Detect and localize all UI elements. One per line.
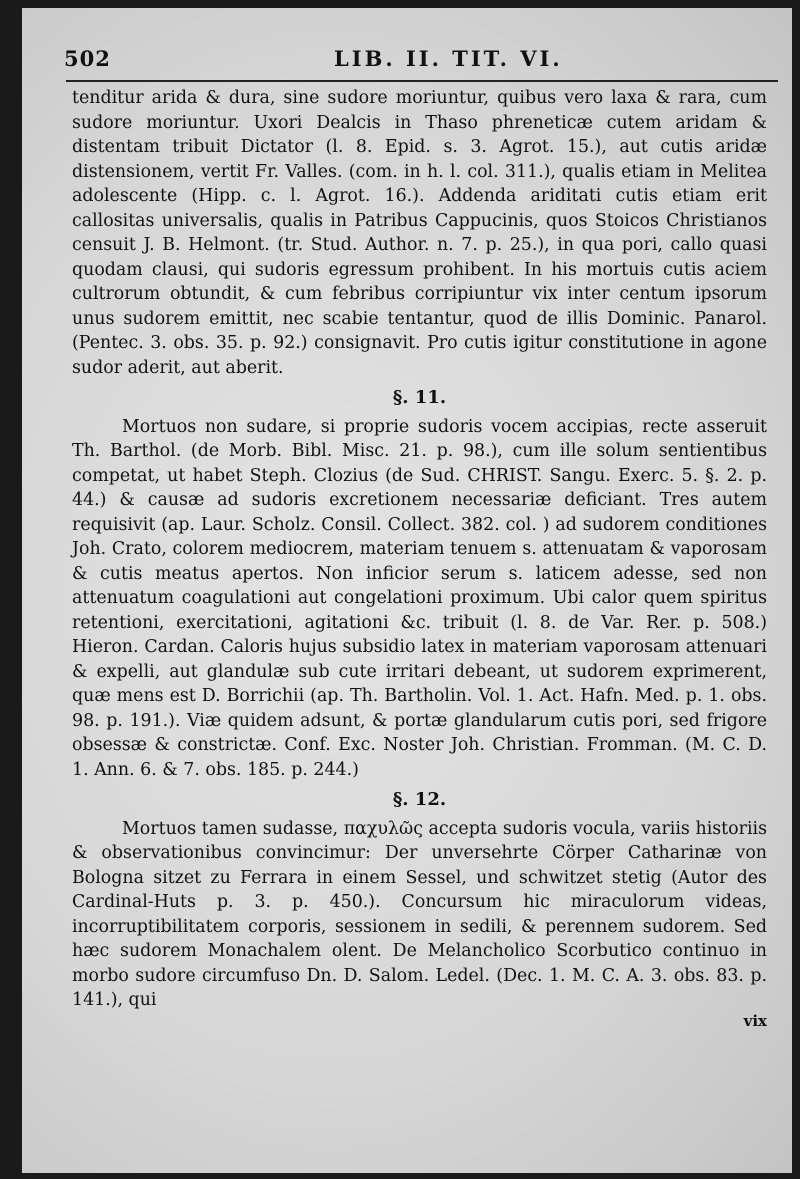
running-head: LIB. II. TIT. VI. [334,46,563,71]
page-header [64,46,772,76]
section-heading-11: §. 11. [392,387,447,408]
paragraph-section-12: Mortuos tamen sudasse, παχυλῶς accepta sudoris vocula, variis historiis & observationibus convincimur: Der unversehrte Cörper Catharinæ von Bologna sitzet zu Ferrara in einem Sessel, und schwitzet stetig (Autor des Cardinal-Huts p. 3. p. 450.). Concursum hic miraculorum videas, incorruptibilitatem corporis, sessionem in sedili, & perennem sudorem. Sed hæc sudorem Monachalem olent. De Melancholico Scorbutico continuo in morbo sudore circumfuso Dn. D. Salom. Ledel. (Dec. 1. M. C. A. 3. obs. 83. p. 141.), qui [72,818,767,1010]
header-rule [66,80,778,82]
catchword: vix [743,1011,767,1030]
paragraph-section-11: Mortuos non sudare, si proprie sudoris vocem accipias, recte asseruit Th. Barthol. (de Morb. Bibl. Misc. 21. p. 98.), cum ille solum sentientibus competat, ut habet Steph. Clozius (de Sud. CHRIST. Sangu. Exerc. 5. §. 2. p. 44.) & causæ ad sudoris excretionem necessariæ deficiant. Tres autem requisivit (ap. Laur. Scholz. Consil. Collect. 382. col. ) ad sudorem conditiones Joh. Crato, colorem mediocrem, materiam tenuem s. attenuatam & vaporosam & cutis meatus apertos. Non inficior serum s. laticem adesse, sed non attenuatum coagulationi aut congelationi proximum. Ubi calor quem spiritus retentioni, exercitationi, agitationi &c. tribuit (l. 8. de Var. Rer. p. 508.) Hieron. Cardan. Caloris hujus subsidio latex in materiam vaporosam attenuari & expelli, aut glandulæ sub cute irritari debeant, ut sudorem exprimerent, quæ mens est D. Borrichii (ap. Th. Bartholin. Vol. 1. Act. Hafn. Med. p. 1. obs. 98. p. 191.). Viæ quidem adsunt, & portæ glandularum cutis pori, sed frigore obsessæ & constrictæ. Conf. Exc. Noster Joh. Christian. Fromman. (M. C. D. 1. Ann. 6. & 7. obs. 185. p. 244.) [72,416,767,780]
page-number: 502 [64,46,111,71]
page-body [72,86,767,1033]
section-heading-12: §. 12. [392,789,447,810]
book-page [22,8,792,1173]
paragraph-continuation: tenditur arida & dura, sine sudore moriuntur, quibus vero laxa & rara, cum sudore moriuntur. Uxori Dealcis in Thaso phreneticæ cutem aridam & distentam tribuit Dictator (l. 8. Epid. s. 3. Agrot. 15.), aut cutis aridæ distensionem, vertit Fr. Valles. (com. in h. l. col. 311.), qualis etiam in Melitea adolescente (Hipp. c. l. Agrot. 16.). Addenda ariditati cutis etiam erit callositas universalis, qualis in Patribus Cappucinis, quos Stoicos Christianos censuit J. B. Helmont. (tr. Stud. Author. n. 7. p. 25.), in qua pori, callo quasi quodam clausi, qui sudoris egressum prohibent. In his mortuis cutis aciem cultrorum obtundit, & cum febribus corripiuntur vix inter centum ipsorum unus sudorem emittit, nec scabie tentantur, quod de illis Dominic. Panarol. (Pentec. 3. obs. 35. p. 92.) consignavit. Pro cutis igitur constitutione in agone sudor aderit, aut aberit. [72,88,767,378]
